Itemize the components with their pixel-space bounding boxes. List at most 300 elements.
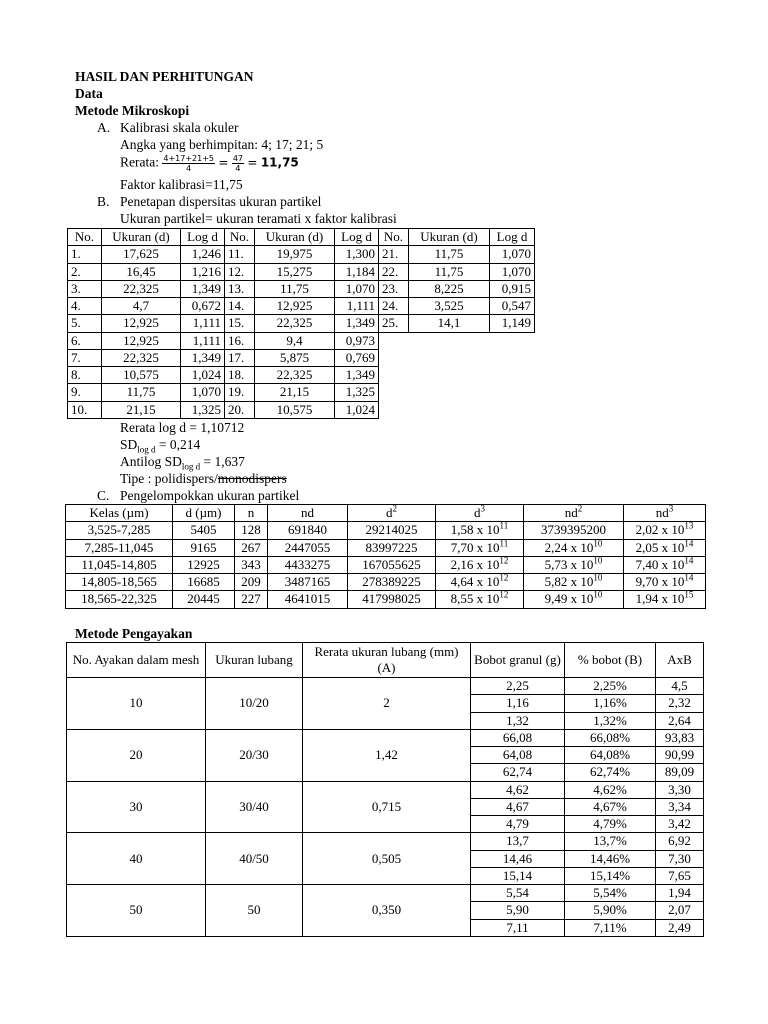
section-b-title: Penetapan dispersitas ukuran partikel	[120, 194, 322, 209]
table-cell: 3739395200	[524, 522, 624, 539]
table-cell: 18.	[225, 367, 255, 384]
table-cell: 691840	[268, 522, 348, 539]
table-cell: 9,4	[255, 332, 335, 349]
cell-exponent: 12	[499, 589, 509, 600]
table-cell: 16,45	[102, 263, 181, 280]
table-cell	[436, 556, 524, 573]
antilog-subscript: log d	[181, 461, 201, 472]
table-cell	[624, 556, 706, 573]
table-row	[68, 367, 535, 384]
table-cell: 14.	[225, 298, 255, 315]
mesh-cell: 40	[67, 833, 206, 885]
table-cell: 2,32	[656, 695, 704, 712]
header-text: nd	[301, 505, 314, 520]
header-text: d	[386, 505, 393, 520]
header-cell: Ukuran (d)	[255, 229, 335, 246]
table-cell: 1,325	[181, 401, 225, 418]
table-cell: 1,349	[181, 280, 225, 297]
table-cell: 9.	[68, 384, 102, 401]
calibration-factor: Faktor kalibrasi=11,75	[120, 177, 243, 192]
table-cell: 21,15	[255, 384, 335, 401]
table-cell	[624, 539, 706, 556]
table-cell: 66,08	[471, 729, 565, 746]
particle-size-formula: Ukuran partikel= ukuran teramati x faktor kalibrasi	[120, 211, 397, 226]
table-cell: 90,99	[656, 747, 704, 764]
header-cell: Ukuran (d)	[409, 229, 490, 246]
table-cell: 22,325	[102, 280, 181, 297]
section-b-letter: B.	[97, 194, 110, 209]
table-cell: 1,325	[335, 384, 379, 401]
header-cell	[436, 505, 524, 522]
table-row	[66, 539, 706, 556]
cell-mantissa: 1,58 x 10	[450, 522, 500, 538]
table-cell: 15,275	[255, 263, 335, 280]
table-cell: 1,070	[490, 263, 535, 280]
table-cell: 17,625	[102, 246, 181, 263]
cell-mantissa: 9,49 x 10	[544, 591, 594, 607]
table-cell: 7,65	[656, 867, 704, 884]
table-cell: 0,672	[181, 298, 225, 315]
table-cell: 5,90	[471, 902, 565, 919]
equals-sign: =	[247, 155, 258, 170]
table-cell: 2447055	[268, 539, 348, 556]
table-header-row	[67, 643, 704, 678]
table-cell: 5,54	[471, 885, 565, 902]
cell-exponent: 11	[499, 538, 509, 549]
cell-exponent: 14	[684, 555, 694, 566]
table-cell: 12,925	[102, 315, 181, 332]
table-cell: 21.	[379, 246, 409, 263]
table-cell: 4,62%	[565, 781, 656, 798]
table-cell: 15,14	[471, 867, 565, 884]
table-cell: 3,525	[409, 298, 490, 315]
table-cell: 23.	[379, 280, 409, 297]
table-cell: 1.	[68, 246, 102, 263]
header-mean-opening: Rerata ukuran lubang (mm) (A)	[303, 643, 471, 678]
table-cell: 8,225	[409, 280, 490, 297]
table-cell: 8.	[68, 367, 102, 384]
mean-opening-cell: 0,350	[303, 885, 471, 937]
table-cell: 4,67	[471, 798, 565, 815]
table-cell: 21,15	[102, 401, 181, 418]
cell-mantissa: 7,70 x 10	[450, 539, 500, 555]
table-cell: 4,5	[656, 678, 704, 695]
header-text: nd	[564, 505, 578, 520]
particle-size-table	[67, 228, 535, 419]
cell-mantissa: 5,82 x 10	[544, 574, 594, 589]
table-cell: 2,64	[656, 712, 704, 729]
cell-exponent: 12	[499, 555, 509, 566]
table-cell	[524, 556, 624, 573]
header-cell: No.	[68, 229, 102, 246]
mean-formula	[120, 154, 299, 173]
table-cell: 3,42	[656, 816, 704, 833]
cell-mantissa: 2,02 x 10	[635, 522, 685, 538]
table-cell: 128	[235, 522, 268, 539]
table-cell: 64,08	[471, 747, 565, 764]
table-cell: 22,325	[255, 315, 335, 332]
table-cell: 1,32	[471, 712, 565, 729]
header-cell: Log d	[490, 229, 535, 246]
cell-exponent: 10	[593, 589, 603, 600]
table-cell: 1,349	[335, 367, 379, 384]
table-cell: 7,11	[471, 919, 565, 936]
cell-exponent: 14	[684, 538, 694, 549]
table-cell: 89,09	[656, 764, 704, 781]
table-row	[66, 556, 706, 573]
table-cell: 12,925	[102, 332, 181, 349]
cell-exponent: 10	[593, 538, 603, 549]
table-cell: 4,79%	[565, 816, 656, 833]
dispersity-type	[120, 471, 287, 488]
table-row	[67, 833, 704, 850]
type-label: Tipe : polidispers/	[120, 471, 218, 486]
table-cell: 24.	[379, 298, 409, 315]
table-cell: 4,7	[102, 298, 181, 315]
table-cell: 10,575	[102, 367, 181, 384]
sd-value: = 0,214	[155, 437, 201, 452]
table-cell: 18,565-22,325	[66, 591, 173, 608]
table-cell: 1,16	[471, 695, 565, 712]
header-cell: No.	[379, 229, 409, 246]
table-cell: 1,149	[490, 315, 535, 332]
table-row	[68, 315, 535, 332]
table-cell: 2,07	[656, 902, 704, 919]
table-cell: 13.	[225, 280, 255, 297]
header-cell: Log d	[335, 229, 379, 246]
table-cell: 1,300	[335, 246, 379, 263]
table-cell: 12.	[225, 263, 255, 280]
table-cell: 3487165	[268, 574, 348, 591]
data-heading: Data	[75, 86, 103, 101]
sd-subscript: log d	[137, 444, 156, 455]
header-cell	[173, 505, 235, 522]
table-cell	[436, 539, 524, 556]
table-cell: 4433275	[268, 556, 348, 573]
table-cell: 17.	[225, 349, 255, 366]
header-text: Kelas (µm)	[89, 505, 149, 520]
header-text: d	[474, 505, 481, 520]
sd-label: SD	[120, 437, 138, 452]
table-row	[67, 885, 704, 902]
equals-sign: =	[218, 155, 229, 170]
table-cell: 19.	[225, 384, 255, 401]
section-c-title: Pengelompokkan ukuran partikel	[120, 488, 300, 503]
table-row	[66, 591, 706, 608]
table-cell: 19,975	[255, 246, 335, 263]
cell-mantissa: 1,94 x 10	[635, 591, 685, 607]
mean-opening-cell: 2	[303, 678, 471, 730]
fraction-total-numerator: 47	[232, 154, 244, 163]
header-text: nd	[655, 505, 669, 520]
fraction-sum-numerator: 4+17+21+5	[163, 154, 215, 163]
table-cell: 6,92	[656, 833, 704, 850]
table-cell: 1,111	[181, 332, 225, 349]
table-cell: 227	[235, 591, 268, 608]
table-cell: 5,875	[255, 349, 335, 366]
table-cell: 12925	[173, 556, 235, 573]
table-cell: 343	[235, 556, 268, 573]
header-cell	[235, 505, 268, 522]
table-cell: 4.	[68, 298, 102, 315]
table-cell: 16.	[225, 332, 255, 349]
antilog-value: = 1,637	[200, 454, 245, 469]
header-opening: Ukuran lubang	[206, 643, 303, 678]
table-cell: 66,08%	[565, 729, 656, 746]
table-cell: 7,11%	[565, 919, 656, 936]
mean-opening-cell: 0,715	[303, 781, 471, 833]
type-struck: monodispers	[217, 471, 287, 486]
table-cell: 267	[235, 539, 268, 556]
antilog-label: Antilog SD	[120, 454, 182, 469]
opening-cell: 40/50	[206, 833, 303, 885]
mean-opening-cell: 0,505	[303, 833, 471, 885]
header-cell: No.	[225, 229, 255, 246]
header-cell	[624, 505, 706, 522]
table-cell: 1,349	[181, 349, 225, 366]
table-row	[67, 678, 704, 695]
table-cell: 20.	[225, 401, 255, 418]
table-cell	[436, 591, 524, 608]
cell-exponent: 11	[499, 520, 509, 531]
cell-exponent: 13	[684, 520, 694, 531]
cell-exponent: 10	[593, 572, 603, 583]
table-cell: 3,34	[656, 798, 704, 815]
table-row	[68, 298, 535, 315]
mean-log-d: Rerata log d = 1,10712	[120, 420, 245, 435]
table-cell: 209	[235, 574, 268, 591]
table-cell: 64,08%	[565, 747, 656, 764]
table-row	[68, 332, 535, 349]
table-cell: 11,75	[409, 263, 490, 280]
table-cell: 1,070	[335, 280, 379, 297]
table-header-row	[66, 505, 706, 522]
table-cell	[436, 574, 524, 591]
table-cell: 14,1	[409, 315, 490, 332]
table-cell: 12,925	[255, 298, 335, 315]
table-row	[68, 280, 535, 297]
fraction-sum	[162, 154, 215, 173]
cell-mantissa: 7,40 x 10	[635, 556, 685, 572]
table-cell	[624, 591, 706, 608]
table-row	[67, 781, 704, 798]
table-cell: 2,25%	[565, 678, 656, 695]
table-cell: 13,7	[471, 833, 565, 850]
table-cell	[624, 522, 706, 539]
table-cell: 5,54%	[565, 885, 656, 902]
table-cell: 29214025	[348, 522, 436, 539]
table-row	[68, 263, 535, 280]
table-cell: 22,325	[102, 349, 181, 366]
table-cell: 14,46	[471, 850, 565, 867]
table-cell: 93,83	[656, 729, 704, 746]
table-cell: 22.	[379, 263, 409, 280]
cell-mantissa: 9,70 x 10	[635, 574, 685, 589]
table-cell: 1,16%	[565, 695, 656, 712]
table-cell: 1,32%	[565, 712, 656, 729]
cell-mantissa: 2,24 x 10	[544, 539, 594, 555]
mesh-cell: 10	[67, 678, 206, 730]
header-mesh: No. Ayakan dalam mesh	[67, 643, 206, 678]
particle-group-table	[65, 504, 706, 609]
table-cell: 62,74	[471, 764, 565, 781]
table-cell: 0,973	[335, 332, 379, 349]
table-cell: 10.	[68, 401, 102, 418]
overlap-numbers: Angka yang berhimpitan: 4; 17; 21; 5	[120, 137, 324, 152]
table-cell: 2,49	[656, 919, 704, 936]
sd-log-d	[120, 437, 200, 454]
header-superscript: 3	[480, 503, 485, 514]
table-row	[66, 574, 706, 591]
cell-exponent: 14	[684, 572, 694, 583]
cell-mantissa: 8,55 x 10	[450, 591, 500, 607]
table-cell: 7,30	[656, 850, 704, 867]
table-cell: 3,525-7,285	[66, 522, 173, 539]
opening-cell: 30/40	[206, 781, 303, 833]
table-row	[68, 384, 535, 401]
table-row	[68, 401, 535, 418]
mean-label: Rerata:	[120, 154, 159, 170]
table-cell: 11,75	[255, 280, 335, 297]
table-cell: 1,349	[335, 315, 379, 332]
header-superscript: 2	[577, 503, 583, 514]
table-cell: 1,111	[335, 298, 379, 315]
table-cell: 2.	[68, 263, 102, 280]
header-axb: AxB	[656, 643, 704, 678]
antilog-sd	[120, 454, 245, 471]
table-cell: 1,111	[181, 315, 225, 332]
table-cell: 7,285-11,045	[66, 539, 173, 556]
table-cell: 15.	[225, 315, 255, 332]
table-cell: 2,25	[471, 678, 565, 695]
header-cell	[348, 505, 436, 522]
table-cell: 0,769	[335, 349, 379, 366]
mesh-cell: 50	[67, 885, 206, 937]
fraction-total-denominator: 4	[235, 164, 241, 173]
table-cell: 278389225	[348, 574, 436, 591]
header-percent: % bobot (B)	[565, 643, 656, 678]
table-cell: 1,070	[181, 384, 225, 401]
table-cell	[436, 522, 524, 539]
header-weight: Bobot granul (g)	[471, 643, 565, 678]
cell-exponent: 10	[593, 555, 603, 566]
table-cell: 167055625	[348, 556, 436, 573]
mean-result: 11,75	[260, 155, 299, 170]
table-cell: 83997225	[348, 539, 436, 556]
table-cell: 1,246	[181, 246, 225, 263]
table-cell: 13,7%	[565, 833, 656, 850]
table-cell: 22,325	[255, 367, 335, 384]
table-cell: 25.	[379, 315, 409, 332]
table-cell: 5405	[173, 522, 235, 539]
header-superscript: 2	[392, 503, 397, 514]
table-header-row	[68, 229, 535, 246]
table-cell: 1,024	[335, 401, 379, 418]
table-cell: 3.	[68, 280, 102, 297]
fraction-total	[232, 154, 244, 173]
table-cell: 4,79	[471, 816, 565, 833]
table-cell: 14,805-18,565	[66, 574, 173, 591]
table-cell: 6.	[68, 332, 102, 349]
table-cell: 4641015	[268, 591, 348, 608]
cell-mantissa: 5,73 x 10	[544, 556, 594, 572]
header-superscript: 3	[668, 503, 674, 514]
table-cell: 9165	[173, 539, 235, 556]
main-heading: HASIL DAN PERHITUNGAN	[75, 69, 254, 84]
table-row	[68, 349, 535, 366]
header-cell	[268, 505, 348, 522]
opening-cell: 10/20	[206, 678, 303, 730]
table-cell	[524, 539, 624, 556]
section-c-letter: C.	[97, 488, 110, 503]
header-cell	[66, 505, 173, 522]
opening-cell: 50	[206, 885, 303, 937]
table-row	[68, 246, 535, 263]
table-cell: 10,575	[255, 401, 335, 418]
table-row	[66, 522, 706, 539]
table-cell: 11,045-14,805	[66, 556, 173, 573]
cell-exponent: 15	[684, 589, 694, 600]
table-cell: 5.	[68, 315, 102, 332]
table-cell: 4,67%	[565, 798, 656, 815]
mesh-cell: 20	[67, 729, 206, 781]
sieve-heading: Metode Pengayakan	[75, 626, 193, 641]
table-cell: 1,024	[181, 367, 225, 384]
table-cell: 7.	[68, 349, 102, 366]
table-cell: 11,75	[102, 384, 181, 401]
table-row	[67, 729, 704, 746]
table-cell: 62,74%	[565, 764, 656, 781]
table-cell: 5,90%	[565, 902, 656, 919]
table-cell: 4,62	[471, 781, 565, 798]
table-cell	[524, 591, 624, 608]
sieve-table	[66, 642, 704, 937]
header-text: d (µm)	[185, 505, 222, 520]
section-a-letter: A.	[97, 120, 111, 135]
table-cell: 0,547	[490, 298, 535, 315]
table-cell	[624, 574, 706, 591]
fraction-sum-denominator: 4	[186, 164, 192, 173]
table-cell: 20445	[173, 591, 235, 608]
mesh-cell: 30	[67, 781, 206, 833]
table-cell: 1,070	[490, 246, 535, 263]
table-cell: 1,184	[335, 263, 379, 280]
table-cell: 11,75	[409, 246, 490, 263]
table-cell: 1,94	[656, 885, 704, 902]
cell-mantissa: 4,64 x 10	[450, 574, 500, 589]
table-cell: 11.	[225, 246, 255, 263]
header-text: n	[247, 505, 255, 520]
table-cell: 1,216	[181, 263, 225, 280]
table-cell: 417998025	[348, 591, 436, 608]
table-cell: 15,14%	[565, 867, 656, 884]
microscopy-heading: Metode Mikroskopi	[75, 103, 190, 118]
mean-opening-cell: 1,42	[303, 729, 471, 781]
cell-mantissa: 2,05 x 10	[635, 539, 685, 555]
header-cell: Ukuran (d)	[102, 229, 181, 246]
table-cell: 3,30	[656, 781, 704, 798]
table-cell: 16685	[173, 574, 235, 591]
section-a-title: Kalibrasi skala okuler	[120, 120, 239, 135]
table-cell: 0,915	[490, 280, 535, 297]
cell-mantissa: 2,16 x 10	[450, 556, 500, 572]
header-cell: Log d	[181, 229, 225, 246]
table-cell: 14,46%	[565, 850, 656, 867]
cell-exponent: 12	[499, 572, 509, 583]
header-cell	[524, 505, 624, 522]
opening-cell: 20/30	[206, 729, 303, 781]
table-cell	[524, 574, 624, 591]
